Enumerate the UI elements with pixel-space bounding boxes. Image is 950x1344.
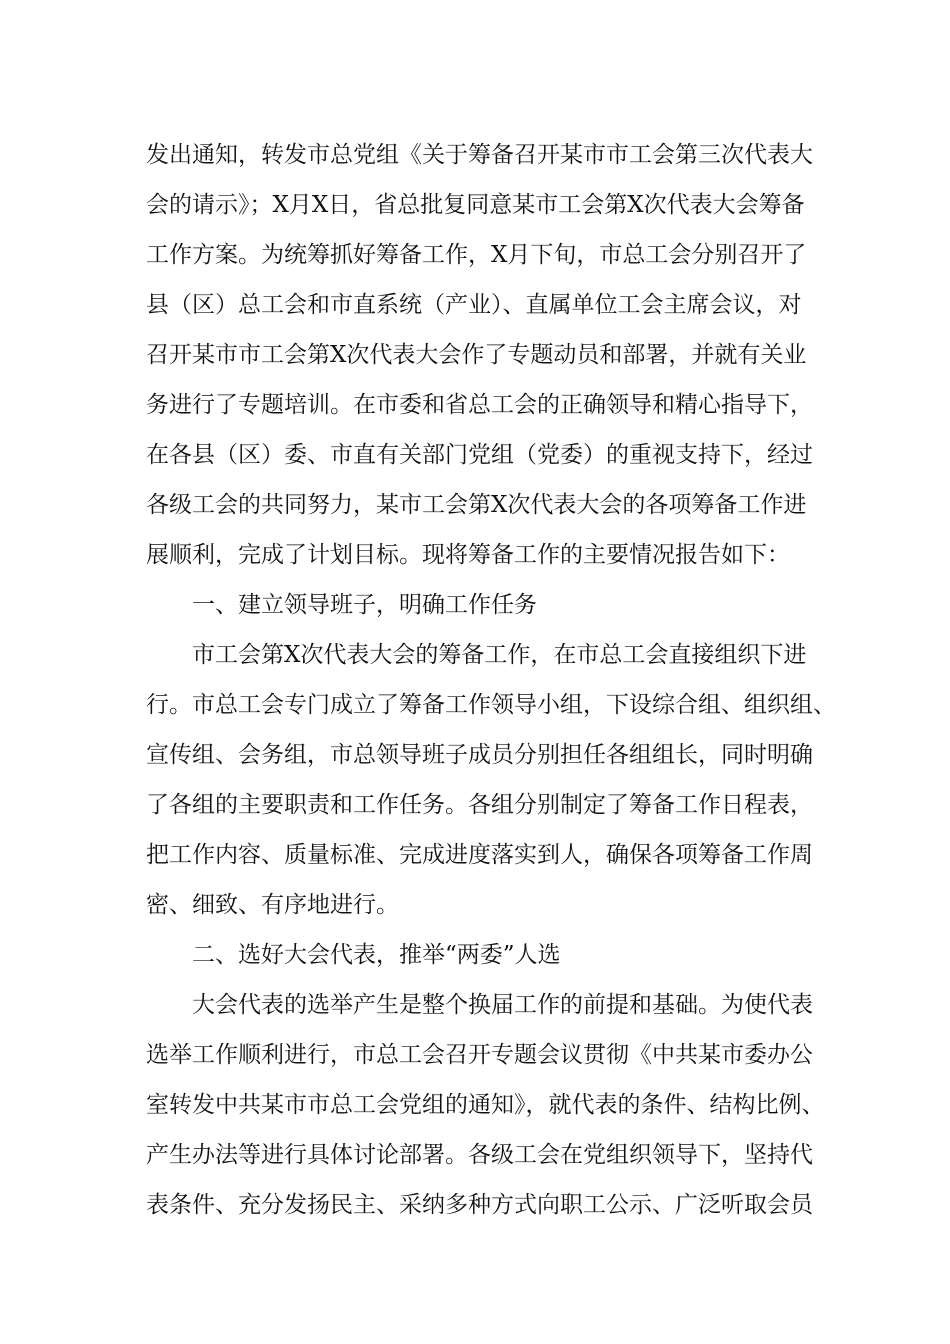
body-line: 各级工会的共同努力，某市工会第X次代表大会的各项筹备工作进: [146, 492, 807, 518]
body-line: 县（区）总工会和市直系统（产业）、直属单位工会主席会议，对: [146, 292, 802, 318]
body-line: 把工作内容、质量标准、完成进度落实到人，确保各项筹备工作周: [146, 842, 813, 868]
body-line: 召开某市市工会第X次代表大会作了专题动员和部署，并就有关业: [146, 342, 807, 368]
paragraph-start-line: 市工会第X次代表大会的筹备工作，在市总工会直接组织下进: [192, 642, 807, 668]
body-line: 了各组的主要职责和工作任务。各组分别制定了筹备工作日程表，: [146, 792, 813, 818]
body-line: 宣传组、会务组，市总领导班子成员分别担任各组组长，同时明确: [146, 742, 813, 768]
body-line: 会的请示》；X月X日，省总批复同意某市工会第X次代表大会筹备: [146, 192, 805, 218]
body-line: 产生办法等进行具体讨论部署。各级工会在党组织领导下，坚持代: [146, 1142, 813, 1168]
paragraph-start-line: 大会代表的选举产生是整个换届工作的前提和基础。为使代表: [192, 992, 813, 1018]
body-line: 务进行了专题培训。在市委和省总工会的正确领导和精心指导下，: [146, 392, 813, 418]
body-line: 行。市总工会专门成立了筹备工作领导小组，下设综合组、组织组、: [146, 692, 836, 718]
body-line: 展顺利，完成了计划目标。现将筹备工作的主要情况报告如下：: [146, 542, 790, 568]
body-line: 室转发中共某市市总工会党组的通知》，就代表的条件、结构比例、: [146, 1092, 825, 1118]
document-body: [146, 130, 836, 1230]
body-line: 密、细致、有序地进行。: [146, 892, 399, 918]
body-line: 在各县（区）委、市直有关部门党组（党委）的重视支持下，经过: [146, 442, 813, 468]
body-line: 发出通知，转发市总党组《关于筹备召开某市市工会第三次代表大: [146, 142, 813, 168]
body-line: 选举工作顺利进行，市总工会召开专题会议贯彻《中共某市委办公: [146, 1042, 813, 1068]
section-heading-1: 一、建立领导班子，明确工作任务: [192, 592, 537, 618]
section-heading-2: 二、选好大会代表，推举“两委”人选: [192, 942, 561, 968]
body-line: 表条件、充分发扬民主、采纳多种方式向职工公示、广泛听取会员: [146, 1192, 813, 1218]
body-line: 工作方案。为统筹抓好筹备工作，X月下旬，市总工会分别召开了: [146, 242, 807, 268]
